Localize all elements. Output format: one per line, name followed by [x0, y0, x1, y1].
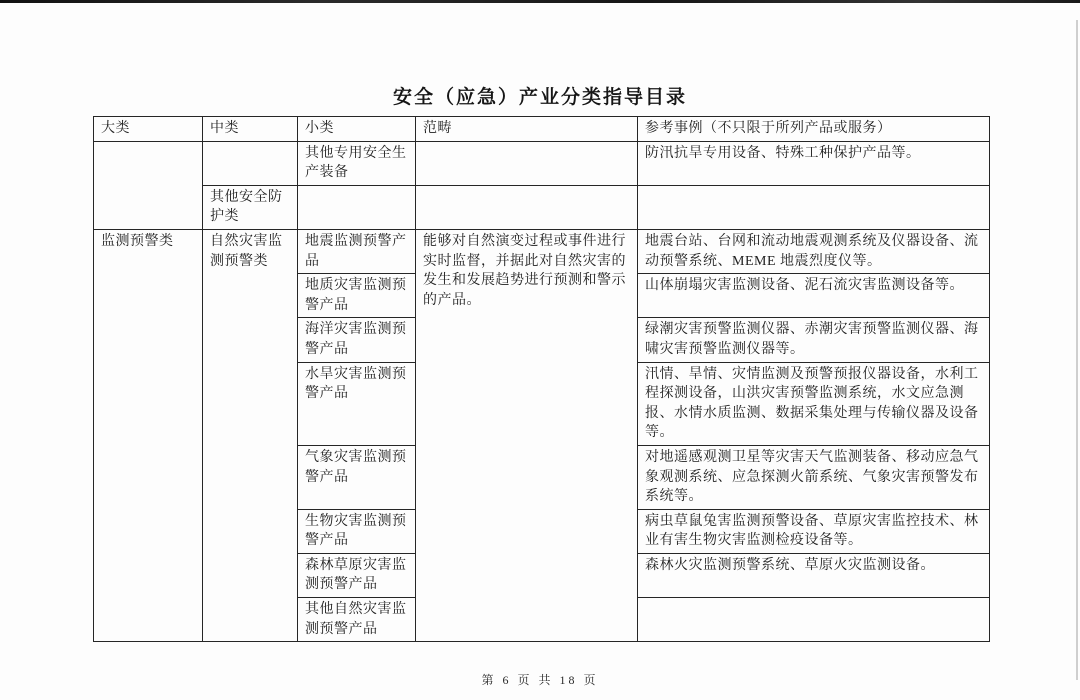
cell-minor: 生物灾害监测预警产品 [298, 509, 416, 553]
table-row [94, 141, 990, 185]
cell-scope [416, 141, 638, 185]
cell-minor: 其他专用安全生产装备 [298, 141, 416, 185]
scan-artifact-right-line [1076, 20, 1078, 680]
cell-minor: 水旱灾害监测预警产品 [298, 362, 416, 445]
cell-examples: 森林火灾监测预警系统、草原火灾监测设备。 [638, 553, 990, 597]
classification-table [93, 116, 990, 642]
cell-major-monitoring: 监测预警类 [94, 229, 203, 641]
cell-scope [416, 185, 638, 229]
cell-middle [203, 141, 298, 185]
page-title: 安全（应急）产业分类指导目录 [392, 87, 687, 108]
table-row [94, 185, 990, 229]
cell-examples: 防汛抗旱专用设备、特殊工种保护产品等。 [638, 141, 990, 185]
header-middle-category: 中类 [203, 117, 298, 142]
cell-minor: 气象灾害监测预警产品 [298, 445, 416, 509]
cell-examples: 对地遥感观测卫星等灾害天气监测装备、移动应急气象观测系统、应急探测火箭系统、气象灾害预警发布系统等。 [638, 445, 990, 509]
header-examples: 参考事例（不只限于所列产品或服务） [638, 117, 990, 142]
header-major-category: 大类 [94, 117, 203, 142]
header-minor-category: 小类 [298, 117, 416, 142]
cell-minor: 森林草原灾害监测预警产品 [298, 553, 416, 597]
cell-middle-natural-disaster: 自然灾害监测预警类 [203, 229, 298, 641]
cell-minor: 地质灾害监测预警产品 [298, 274, 416, 318]
page-number-footer: 第 6 页 共 18 页 [481, 673, 599, 687]
cell-examples: 山体崩塌灾害监测设备、泥石流灾害监测设备等。 [638, 274, 990, 318]
table-row [94, 229, 990, 273]
table-header-row [94, 117, 990, 142]
header-scope: 范畴 [416, 117, 638, 142]
cell-examples [638, 185, 990, 229]
cell-scope-natural-disaster: 能够对自然演变过程或事件进行实时监督，并据此对自然灾害的发生和发展趋势进行预测和警示的产品。 [416, 229, 638, 641]
cell-examples [638, 598, 990, 642]
cell-minor [298, 185, 416, 229]
cell-minor: 地震监测预警产品 [298, 229, 416, 273]
cell-major-carryover [94, 141, 203, 229]
cell-examples: 汛情、旱情、灾情监测及预警预报仪器设备，水利工程探测设备，山洪灾害预警监测系统，水文应急测报、水情水质监测、数据采集处理与传输仪器及设备等。 [638, 362, 990, 445]
cell-minor: 海洋灾害监测预警产品 [298, 318, 416, 362]
cell-examples: 病虫草鼠兔害监测预警设备、草原灾害监控技术、林业有害生物灾害监测检疫设备等。 [638, 509, 990, 553]
cell-minor: 其他自然灾害监测预警产品 [298, 598, 416, 642]
cell-middle: 其他安全防护类 [203, 185, 298, 229]
cell-examples: 绿潮灾害预警监测仪器、赤潮灾害预警监测仪器、海啸灾害预警监测仪器等。 [638, 318, 990, 362]
cell-examples: 地震台站、台网和流动地震观测系统及仪器设备、流动预警系统、MEME 地震烈度仪等。 [638, 229, 990, 273]
scan-artifact-top-line [0, 0, 1080, 3]
